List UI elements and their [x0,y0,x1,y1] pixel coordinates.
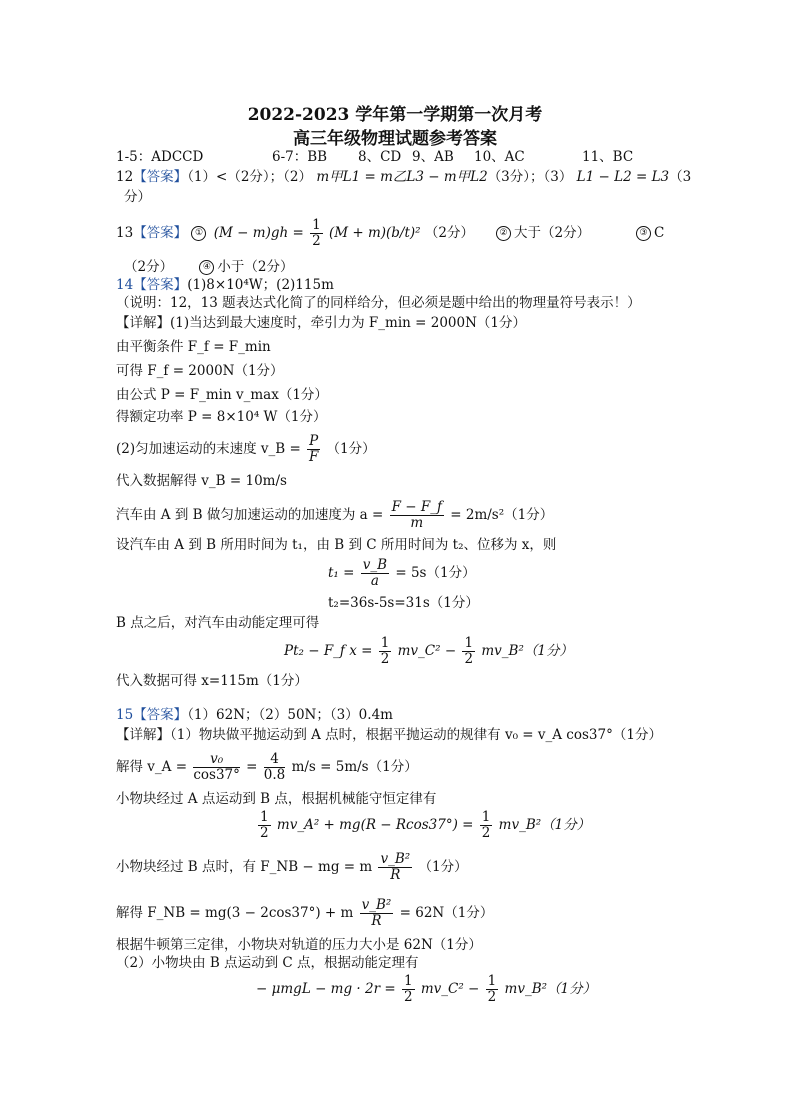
q14-detail-1: 【详解】(1)当达到最大速度时，牵引力为 F_min = 2000N（1分） [116,315,526,331]
q14-detail-9: 设汽车由 A 到 B 所用时间为 t₁，由 B 到 C 所用时间为 t₂、位移为 x，则 [116,537,557,553]
q15-detail-2: 解得 v_A = $\frac{\text{v₀}}{\cos 37^\circ}$ = $\frac{4}{0.8}$ m/s = 5m/s（1分） [116,751,418,783]
q14-note: （说明：12，13 题表达式化简了的同样给分，但必须是题中给出的物理量符号表示！） [116,295,641,311]
q14-detail-3: 可得 F_f = 2000N（1分） [116,363,284,379]
q15-fraction-vB2-R-a: $\frac{\text{v\_B²}}{R}$ [380,851,411,883]
q15-detail-1: 【详解】（1）物块做平抛运动到 A 点时，根据平抛运动的规律有 v₀ = v_A cos37°（1分） [116,727,662,743]
circled-4-icon: ④ [199,260,214,275]
q14-detail-8: 汽车由 A 到 B 做匀加速运动的加速度为 a = $\frac{F - F\_f}{m}$ = 2m/s²（1分） [116,499,554,531]
q14-detail-5: 得额定功率 P = 8×10⁴ W（1分） [116,409,327,425]
q15-detail-9: − μmgL − mg · 2r = $\frac{1}{2}$ mv_C² − $\frac{1}{2}$ mv_B²（1分） [256,973,597,1005]
q15-detail-8: （2）小物块由 B 点运动到 C 点，根据动能定理有 [116,955,419,971]
q14-fraction-accel: $\frac{F - F\_f}{m}$ [391,499,442,531]
circled-2-icon: ② [496,226,511,241]
q15-detail-6: 解得 F_NB = mg(3 − 2cos37°) + m $\frac{\text{v\_B²}}{R}$ = 62N（1分） [116,897,494,929]
mc-answer-9: 9、AB [412,149,454,165]
q15-fraction-half-d: $\frac{1}{2}$ [487,973,497,1005]
q15-fraction-vB2-R-b: $\frac{\text{v\_B²}}{R}$ [361,897,392,929]
q14-detail-11: t₂=36s-5s=31s（1分） [328,595,479,611]
q15-fraction-4-08: $\frac{4}{0.8}$ [263,751,286,783]
q14-fraction-vB-a: $\frac{v\_B}{a}$ [362,557,388,589]
mc-answer-10: 10、AC [474,149,525,165]
q12-score-3-cont: 分） [124,189,151,205]
q12-equation-3: L1 − L2 = L3 [576,169,670,185]
mc-answer-11: 11、BC [582,149,634,165]
q14-detail-12: B 点之后，对汽车由动能定理可得 [116,615,320,631]
q13-fraction-half: $\frac{1}{2}$ [312,217,321,249]
q14-detail-13: Pt₂ − F_f x = $\frac{1}{2}$ mv_C² − $\frac{1}{2}$ mv_B²（1分） [284,635,573,667]
q12-line [116,168,691,186]
q12-equation-2: m甲L1 = m乙L3 − m甲L2 [316,169,488,185]
q15-detail-7: 根据牛顿第三定律，小物块对轨道的压力大小是 62N（1分） [116,937,482,953]
q13-answer-tag: 【答案】 [133,225,188,241]
q15-detail-3: 小物块经过 A 点运动到 B 点，根据机械能守恒定律有 [116,791,437,807]
q12-score-2: （3分）；（3） [487,169,573,185]
q12-part1: （1）<（2分）；（2） [187,169,313,185]
q14-detail-4: 由公式 P = F_min v_max（1分） [116,387,328,403]
q13-equation-right: (M + m)(b/t)² [328,225,421,241]
q13-item-3: ③ C [636,224,664,242]
q14-fraction-half-b: $\frac{1}{2}$ [464,635,474,667]
title-line-2: 高三年级物理试题参考答案 [293,129,497,149]
q14-fraction-half-a: $\frac{1}{2}$ [380,635,390,667]
q13-line [116,218,474,249]
mc-answers-6-7: 6-7：BB [272,149,328,165]
q14-detail-14: 代入数据可得 x=115m（1分） [116,673,308,689]
q14-detail-10: t₁ = $\frac{v\_B}{a}$ = 5s（1分） [328,557,476,589]
q13-item-3-score: （2分） ④ 小于（2分） [124,259,294,275]
q13-item-2: ② 大于（2分） [496,224,590,242]
q15-fraction-half-c: $\frac{1}{2}$ [403,973,413,1005]
mc-answer-8: 8、CD [358,149,402,165]
q12-answer-tag: 【答案】 [133,169,188,185]
q15-detail-4: $\frac{1}{2}$ mv_A² + mg(R − Rcos37°) = $\frac{1}{2}$ mv_B²（1分） [260,809,591,841]
q13-equation-left: (M − m)gh = [213,225,304,241]
q13-number: 13 [116,225,134,241]
q12-score-3: （3 [669,169,692,185]
title-line-1: 2022-2023 学年第一学期第一次月考 [247,105,543,125]
circled-3-icon: ③ [636,226,651,241]
q15-fraction-v0-cos: $\frac{\text{v₀}}{\cos 37^\circ}$ [193,751,240,783]
q15-answer: 15【答案】（1）62N；（2）50N；（3）0.4m [116,707,393,723]
q14-detail-7: 代入数据解得 v_B = 10m/s [116,473,287,489]
q14-detail-2: 由平衡条件 F_f = F_min [116,339,271,355]
q14-fraction-P-F: $\frac{P}{F}$ [308,433,319,465]
q15-fraction-half-a: $\frac{1}{2}$ [260,809,269,841]
q13-score-1: （2分） [424,225,474,241]
q15-fraction-half-b: $\frac{1}{2}$ [481,809,491,841]
q15-detail-5: 小物块经过 B 点时，有 F_NB − mg = m $\frac{\text{v\_B²}}{R}$ （1分） [116,851,468,883]
mc-answers-1-5: 1-5：ADCCD [116,149,204,165]
q14-answer: 14【答案】(1)8×10⁴W；(2)115m [116,277,334,293]
q12-number: 12 [116,169,134,185]
circled-1-icon: ① [191,226,206,241]
q14-detail-6: (2)匀加速运动的末速度 v_B = $\frac{P}{F}$ （1分） [116,433,376,465]
